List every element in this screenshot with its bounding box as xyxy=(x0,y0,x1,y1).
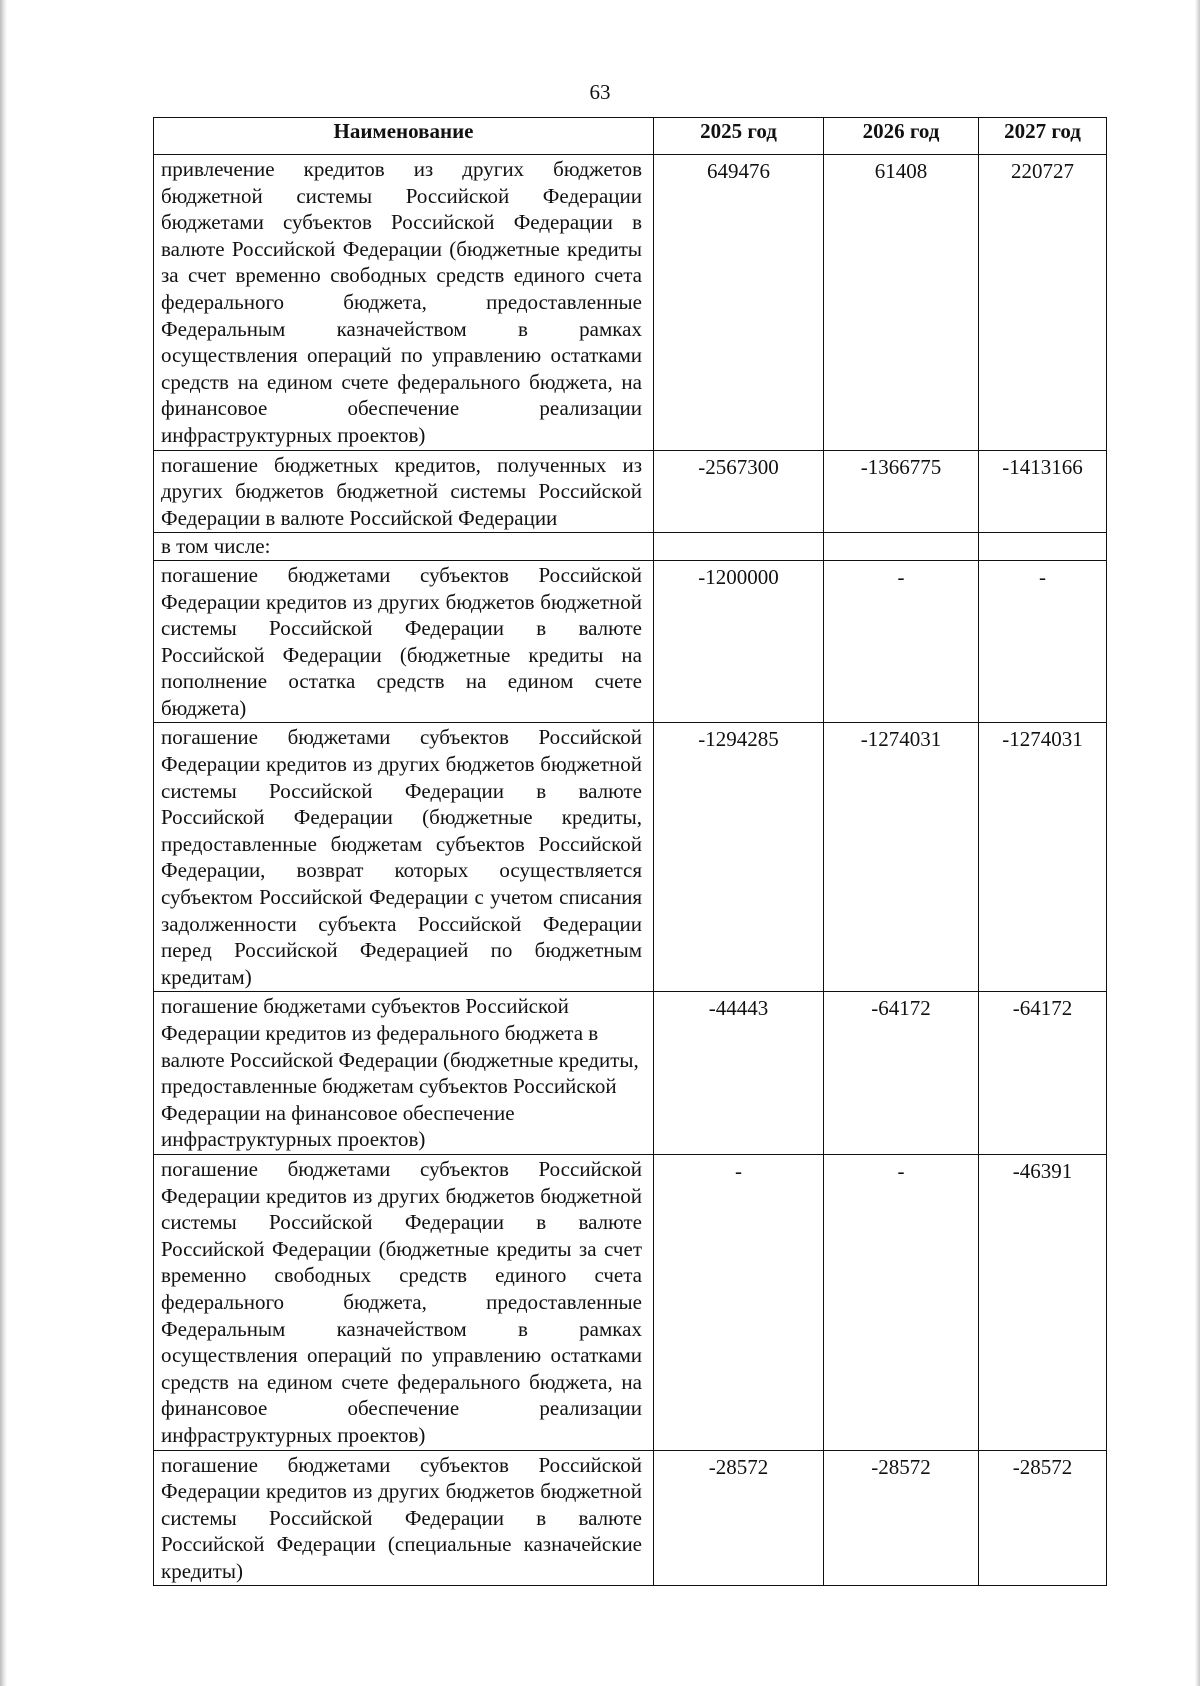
cell-2025: -1294285 xyxy=(654,723,824,992)
cell-2025: -44443 xyxy=(654,992,824,1155)
cell-2025: -2567300 xyxy=(654,450,824,533)
page-number: 63 xyxy=(589,80,611,104)
row-name: погашение бюджетами субъектов Российской Федерации кредитов из других бюджетов бюджетной системы Российской Федерации в валюте Российской Федерации (бюджетные кредиты на пополнение остатка средств на едином счете бюджета) xyxy=(154,560,654,723)
header-name: Наименование xyxy=(154,118,654,155)
cell-2025 xyxy=(654,533,824,561)
cell-2026: -1366775 xyxy=(824,450,979,533)
cell-2027: -1413166 xyxy=(979,450,1107,533)
header-2027: 2027 год xyxy=(979,118,1107,155)
cell-2025: 649476 xyxy=(654,155,824,451)
cell-2027: -46391 xyxy=(979,1154,1107,1450)
table-header-row xyxy=(154,118,1107,155)
table-row xyxy=(154,533,1107,561)
cell-2026: 61408 xyxy=(824,155,979,451)
cell-2026: - xyxy=(824,1154,979,1450)
row-name: погашение бюджетами субъектов Российской Федерации кредитов из других бюджетов бюджетной системы Российской Федерации в валюте Российской Федерации (специальные казначейские кредиты) xyxy=(154,1450,654,1586)
table-row xyxy=(154,992,1107,1155)
row-name: погашение бюджетами субъектов Российской Федерации кредитов из федерального бюджета в валюте Российской Федерации (бюджетные кредиты, предоставленные бюджетам субъектов Российской Федерации на финансовое обеспечение инфраструктурных проектов) xyxy=(154,992,654,1155)
table-row xyxy=(154,1450,1107,1586)
row-name: привлечение кредитов из других бюджетов бюджетной системы Российской Федерации бюджетами субъектов Российской Федерации в валюте Российской Федерации (бюджетные кредиты за счет временно свободных средств единого счета федерального бюджета, предоставленные Федеральным казначейством в рамках осуществления операций по управлению остатками средств на едином счете федерального бюджета, на финансовое обеспечение реализации инфраструктурных проектов) xyxy=(154,155,654,451)
cell-2025: -28572 xyxy=(654,1450,824,1586)
cell-2026 xyxy=(824,533,979,561)
row-name: погашение бюджетами субъектов Российской Федерации кредитов из других бюджетов бюджетной системы Российской Федерации в валюте Российской Федерации (бюджетные кредиты за счет временно свободных средств единого счета федерального бюджета, предоставленные Федеральным казначейством в рамках осуществления операций по управлению остатками средств на едином счете федерального бюджета, на финансовое обеспечение реализации инфраструктурных проектов) xyxy=(154,1154,654,1450)
cell-2027: - xyxy=(979,560,1107,723)
row-name: погашение бюджетных кредитов, полученных из других бюджетов бюджетной системы Российской Федерации в валюте Российской Федерации xyxy=(154,450,654,533)
cell-2027: -1274031 xyxy=(979,723,1107,992)
cell-2027: -28572 xyxy=(979,1450,1107,1586)
scan-edge-left xyxy=(0,0,7,1686)
table-row xyxy=(154,155,1107,451)
budget-table xyxy=(153,117,1107,1586)
table-row xyxy=(154,450,1107,533)
scan-edge-right xyxy=(1195,0,1200,1686)
header-2026: 2026 год xyxy=(824,118,979,155)
cell-2025: - xyxy=(654,1154,824,1450)
table-row xyxy=(154,723,1107,992)
cell-2026: -64172 xyxy=(824,992,979,1155)
table-row xyxy=(154,560,1107,723)
cell-2027 xyxy=(979,533,1107,561)
header-2025: 2025 год xyxy=(654,118,824,155)
row-name: погашение бюджетами субъектов Российской Федерации кредитов из других бюджетов бюджетной системы Российской Федерации в валюте Российской Федерации (бюджетные кредиты, предоставленные бюджетам субъектов Российской Федерации, возврат которых осуществляется субъектом Российской Федерации с учетом списания задолженности субъекта Российской Федерации перед Российской Федерацией по бюджетным кредитам) xyxy=(154,723,654,992)
row-name: в том числе: xyxy=(154,533,654,561)
table-row xyxy=(154,1154,1107,1450)
cell-2026: -28572 xyxy=(824,1450,979,1586)
cell-2026: -1274031 xyxy=(824,723,979,992)
cell-2026: - xyxy=(824,560,979,723)
cell-2027: -64172 xyxy=(979,992,1107,1155)
cell-2025: -1200000 xyxy=(654,560,824,723)
cell-2027: 220727 xyxy=(979,155,1107,451)
